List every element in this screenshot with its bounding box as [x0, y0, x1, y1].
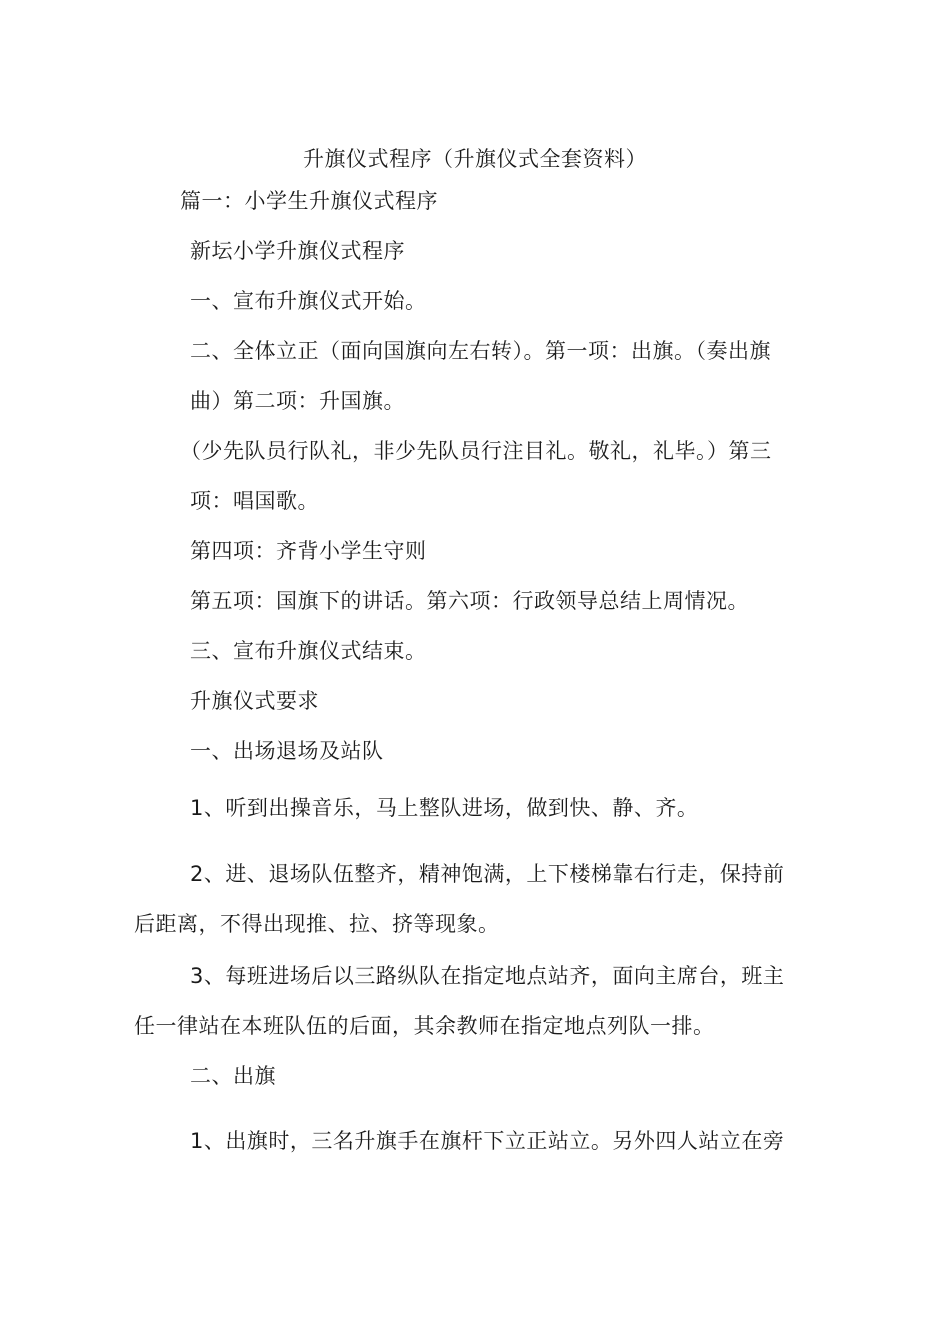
program-step-2-cont: 曲）第二项：升国旗。	[190, 389, 405, 413]
program-step-2: 二、全体立正（面向国旗向左右转）。第一项：出旗。（奏出旗	[190, 339, 771, 363]
requirement-section-1: 一、出场退场及站队	[190, 739, 384, 763]
requirement-1-2: 2、进、退场队伍整齐，精神饱满，上下楼梯靠右行走，保持前	[190, 862, 785, 886]
salute-paragraph: （少先队员行队礼，非少先队员行注目礼。敬礼，礼毕。）第三	[180, 439, 772, 463]
school-program-heading: 新坛小学升旗仪式程序	[190, 239, 405, 263]
program-item-4: 第四项：齐背小学生守则	[190, 539, 427, 563]
document-title: 升旗仪式程序（升旗仪式全套资料）	[303, 147, 647, 171]
requirement-1-2-cont: 后距离，不得出现推、拉、挤等现象。	[134, 912, 500, 936]
requirement-2-1: 1、出旗时，三名升旗手在旗杆下立正站立。另外四人站立在旁	[190, 1129, 785, 1153]
requirement-section-2: 二、出旗	[190, 1064, 276, 1088]
program-step-3: 三、宣布升旗仪式结束。	[190, 639, 427, 663]
program-item-5-6: 第五项：国旗下的讲话。第六项：行政领导总结上周情况。	[190, 589, 749, 613]
requirement-1-3: 3、每班进场后以三路纵队在指定地点站齐，面向主席台，班主	[190, 964, 785, 988]
section-heading-1: 篇一：小学生升旗仪式程序	[180, 189, 438, 213]
requirement-1-3-cont: 任一律站在本班队伍的后面，其余教师在指定地点列队一排。	[134, 1014, 715, 1038]
requirement-1-1: 1、听到出操音乐，马上整队进场，做到快、静、齐。	[190, 796, 699, 820]
salute-paragraph-cont: 项：唱国歌。	[190, 489, 319, 513]
requirements-heading: 升旗仪式要求	[190, 689, 319, 713]
program-step-1: 一、宣布升旗仪式开始。	[190, 289, 427, 313]
